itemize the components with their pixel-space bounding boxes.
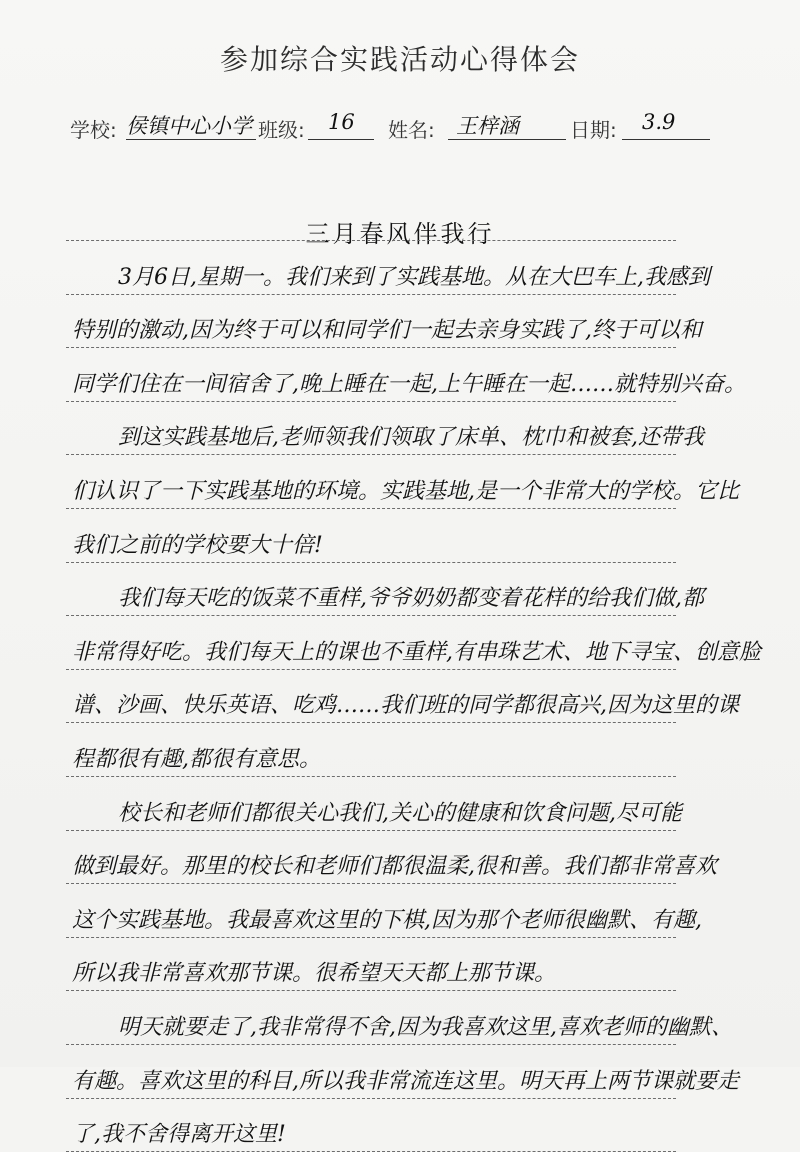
school-underline	[126, 139, 256, 140]
ruled-line	[66, 937, 676, 938]
class-underline	[308, 139, 374, 140]
ruled-line	[66, 401, 676, 402]
essay-line: 有趣。喜欢这里的科目,所以我非常流连这里。明天再上两节课就要走	[72, 1068, 739, 1094]
name-value: 王梓涵	[456, 114, 519, 138]
name-underline	[448, 139, 566, 140]
ruled-line	[66, 454, 676, 455]
ruled-line	[66, 883, 676, 884]
essay-line: 们认识了一下实践基地的环境。实践基地,是一个非常大的学校。它比	[72, 479, 739, 504]
essay-line: 特别的激动,因为终于可以和同学们一起去亲身实践了,终于可以和	[72, 318, 702, 344]
date-value: 3.9	[642, 110, 676, 134]
ruled-line	[66, 508, 676, 509]
page-title: 参加综合实践活动心得体会	[219, 43, 580, 76]
class-value: 16	[328, 110, 355, 134]
essay-line: 同学们住在一间宿舍了,晚上睡在一起,上午睡在一起……就特别兴奋。	[72, 371, 746, 397]
essay-title: 三月春风伴我行	[305, 220, 495, 248]
date-underline	[622, 139, 710, 140]
essay-line: 谱、沙画、快乐英语、吃鸡……我们班的同学都很高兴,因为这里的课	[72, 693, 739, 719]
essay-line: 这个实践基地。我最喜欢这里的下棋,因为那个老师很幽默、有趣,	[72, 907, 702, 933]
essay-line: 我们每天吃的饭菜不重样,爷爷奶奶都变着花样的给我们做,都	[118, 586, 704, 612]
school-label: 学校:	[70, 118, 117, 142]
date-label: 日期:	[570, 118, 617, 142]
essay-line: 3月6日,星期一。我们来到了实践基地。从在大巴车上,我感到	[118, 264, 710, 290]
ruled-line	[66, 669, 676, 670]
ruled-line	[66, 1098, 676, 1099]
essay-line: 到这实践基地后,老师领我们领取了床单、枕巾和被套,还带我	[118, 425, 704, 451]
essay-line: 做到最好。那里的校长和老师们都很温柔,很和善。我们都非常喜欢	[72, 854, 717, 880]
essay-line: 非常得好吃。我们每天上的课也不重样,有串珠艺术、地下寻宝、创意脸	[72, 639, 761, 665]
essay-line: 明天就要走了,我非常得不舍,因为我喜欢这里,喜欢老师的幽默、	[118, 1015, 733, 1040]
ruled-line	[66, 1044, 676, 1045]
ruled-line	[66, 294, 676, 295]
name-label: 姓名:	[388, 118, 435, 142]
class-label: 班级:	[258, 118, 305, 142]
ruled-line	[66, 615, 676, 616]
ruled-line	[66, 990, 676, 991]
info-row	[70, 110, 730, 142]
essay-line: 我们之前的学校要大十倍!	[72, 532, 323, 558]
ruled-line	[66, 776, 676, 777]
essay-line: 校长和老师们都很关心我们,关心的健康和饮食问题,尽可能	[118, 800, 682, 826]
school-value: 侯镇中心小学	[126, 114, 252, 138]
ruled-line	[66, 347, 676, 348]
essay-line: 所以我非常喜欢那节课。很希望天天都上那节课。	[72, 961, 557, 987]
essay-line: 程都很有趣,都很有意思。	[72, 747, 321, 772]
ruled-line	[66, 562, 676, 563]
ruled-line	[66, 830, 676, 831]
ruled-line	[66, 722, 676, 723]
ruled-line	[66, 240, 676, 241]
essay-line: 了,我不舍得离开这里!	[72, 1122, 286, 1148]
